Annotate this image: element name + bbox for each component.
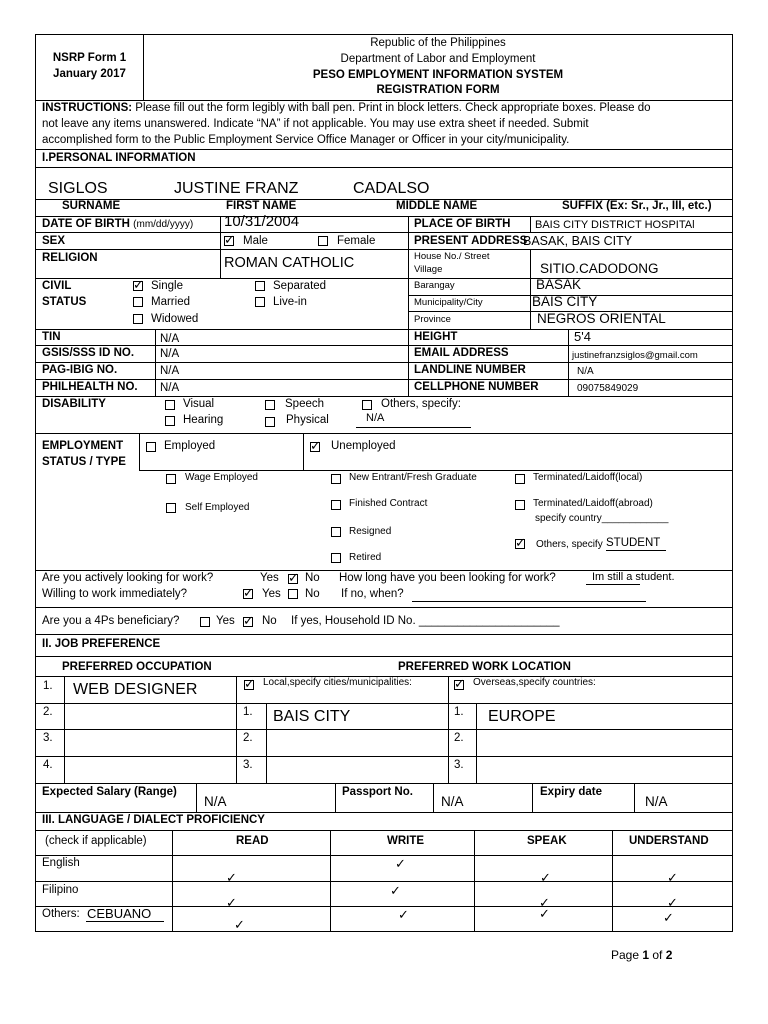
line: [35, 729, 733, 730]
others-understand-check-icon[interactable]: ✓: [663, 910, 674, 925]
english-read-check-icon[interactable]: ✓: [226, 870, 237, 885]
single-checkmark-icon: ✓: [133, 277, 144, 292]
self-checkbox[interactable]: [166, 503, 176, 513]
passport-label: Passport No.: [342, 786, 413, 798]
retired-checkbox[interactable]: [331, 553, 341, 563]
line: [139, 433, 140, 470]
dob-value[interactable]: 10/31/2004: [224, 213, 300, 230]
others-employment-underline: [606, 550, 666, 551]
resigned-checkbox[interactable]: [331, 527, 341, 537]
new-entrant-checkbox[interactable]: [331, 474, 341, 484]
visual-label: Visual: [183, 398, 215, 410]
term-abroad-checkbox[interactable]: [515, 500, 525, 510]
pagibig-label: PAG-IBIG NO.: [42, 364, 118, 376]
disability-others-checkbox[interactable]: [362, 400, 372, 410]
height-value[interactable]: 5'4: [574, 329, 591, 344]
line: [35, 345, 733, 346]
line: [35, 149, 733, 150]
disability-label: DISABILITY: [42, 398, 106, 410]
others-speak-check-icon[interactable]: ✓: [539, 906, 550, 921]
looking-checkmark-icon: ✓: [288, 570, 299, 585]
disability-other-underline: [356, 427, 471, 428]
page-current: 1: [642, 948, 650, 962]
wage-label: Wage Employed: [185, 472, 258, 483]
q-how-long-label: How long have you been looking for work?: [339, 572, 556, 584]
finished-checkbox[interactable]: [331, 500, 341, 510]
hearing-label: Hearing: [183, 414, 224, 426]
barangay-value[interactable]: BASAK: [536, 277, 582, 292]
line: [35, 756, 733, 757]
line: [220, 216, 221, 278]
salary-value[interactable]: N/A: [204, 794, 227, 809]
first-name-value[interactable]: JUSTINE FRANZ: [174, 180, 299, 197]
married-label: Married: [151, 296, 190, 308]
header-bottom-line: [35, 100, 733, 101]
self-label: Self Employed: [185, 502, 250, 513]
overseas-num-1: 1.: [454, 706, 464, 718]
local-num-1: 1.: [243, 706, 253, 718]
speech-label: Speech: [285, 398, 325, 410]
line: [476, 703, 477, 783]
line: [35, 607, 733, 608]
check-applicable-label: (check if applicable): [45, 835, 147, 847]
address-value[interactable]: BASAK, BAIS CITY: [523, 234, 633, 248]
single-label: Single: [151, 280, 183, 292]
instructions-label: INSTRUCTIONS:: [42, 102, 133, 114]
middle-name-label: MIDDLE NAME: [396, 200, 478, 212]
dob-label-group: [42, 218, 193, 230]
expiry-value[interactable]: N/A: [645, 794, 668, 809]
filipino-speak-check-icon[interactable]: ✓: [539, 895, 550, 910]
speech-checkbox[interactable]: [265, 400, 275, 410]
line: [408, 232, 733, 233]
line: [266, 703, 267, 783]
livein-label: Live-in: [273, 296, 307, 308]
overseas-num-2: 2.: [454, 732, 464, 744]
line: [196, 783, 197, 812]
gsis-value[interactable]: N/A: [160, 348, 180, 360]
q-4ps-label: Are you a 4Ps beneficiary?: [42, 615, 180, 627]
line: [303, 433, 304, 470]
line: [35, 362, 733, 363]
line: [35, 656, 733, 657]
q-if-no-label: If no, when?: [341, 588, 404, 600]
looking-yes-label: Yes: [260, 572, 279, 584]
suffix-label: SUFFIX (Ex: Sr., Jr., III, etc.): [562, 200, 712, 212]
instructions-line-2: not leave any items unanswered. Indicate “NA” if not applicable. You may use extra sheet if needed. Submit: [42, 118, 589, 130]
understand-header: UNDERSTAND: [629, 835, 709, 847]
willing-no-label: No: [305, 588, 320, 600]
resigned-label: Resigned: [349, 526, 392, 537]
salary-label: Expected Salary (Range): [42, 786, 177, 798]
height-label: HEIGHT: [414, 331, 458, 343]
line: [35, 167, 733, 168]
looking-no-label: No: [305, 572, 320, 584]
line: [35, 830, 733, 831]
surname-label: SURNAME: [62, 200, 121, 212]
province-label: Province: [414, 314, 451, 325]
line: [35, 232, 408, 233]
physical-label: Physical: [286, 414, 329, 426]
line: [35, 855, 733, 856]
civil-label-1: CIVIL: [42, 280, 72, 292]
others-employment-checkmark-icon: ✓: [515, 535, 526, 550]
willing-checkmark-icon: ✓: [243, 585, 254, 600]
livein-checkbox[interactable]: [255, 297, 265, 307]
occupation-num-1: 1.: [43, 680, 53, 692]
address-label: PRESENT ADDRESS: [414, 235, 528, 247]
header-line-3: PESO EMPLOYMENT INFORMATION SYSTEM: [312, 69, 564, 81]
philhealth-value[interactable]: N/A: [160, 382, 180, 394]
term-local-label: Terminated/Laidoff(local): [533, 472, 643, 483]
religion-value[interactable]: ROMAN CATHOLIC: [224, 255, 355, 271]
expiry-label: Expiry date: [540, 786, 602, 798]
physical-checkbox[interactable]: [265, 417, 275, 427]
overseas-checkmark-icon: ✓: [454, 676, 465, 691]
local-label: Local,specify cities/municipalities:: [263, 677, 412, 688]
q-household-label: If yes, Household ID No. ______________________: [291, 615, 560, 627]
filipino-label: Filipino: [42, 884, 79, 896]
english-speak-check-icon[interactable]: ✓: [540, 870, 551, 885]
line: [35, 703, 733, 704]
line: [35, 329, 733, 330]
form-date: January 2017: [53, 68, 126, 80]
others-write-check-icon[interactable]: ✓: [398, 907, 409, 922]
if-no-underline: [412, 601, 646, 602]
passport-value[interactable]: N/A: [441, 794, 464, 809]
others-employment-value[interactable]: STUDENT: [606, 537, 661, 549]
page-prefix: Page: [611, 948, 643, 962]
line: [408, 216, 409, 396]
first-name-label: FIRST NAME: [226, 200, 297, 212]
local-num-3: 3.: [243, 759, 253, 771]
willing-yes-label: Yes: [262, 588, 281, 600]
retired-label: Retired: [349, 552, 382, 563]
occupation-label: PREFERRED OCCUPATION: [62, 661, 212, 673]
4ps-checkmark-icon: ✓: [243, 613, 254, 628]
local-checkmark-icon: ✓: [244, 676, 255, 691]
finished-label: Finished Contract: [349, 498, 428, 509]
location-label: PREFERRED WORK LOCATION: [398, 661, 571, 673]
married-checkbox[interactable]: [133, 297, 143, 307]
others-employment-label: Others, specify: [536, 539, 603, 550]
local-1-value[interactable]: BAIS CITY: [273, 708, 351, 725]
line: [35, 783, 733, 784]
tin-value[interactable]: N/A: [160, 333, 180, 345]
q-willing-label: Willing to work immediately?: [42, 588, 188, 600]
header-line-2: Department of Labor and Employment: [340, 53, 536, 65]
speak-header: SPEAK: [527, 835, 567, 847]
others-language-underline: [86, 921, 164, 922]
filipino-read-check-icon[interactable]: ✓: [226, 895, 237, 910]
form-number: NSRP Form 1: [52, 52, 127, 64]
local-num-2: 2.: [243, 732, 253, 744]
religion-label: RELIGION: [42, 252, 98, 264]
new-entrant-label: New Entrant/Fresh Graduate: [349, 472, 477, 483]
visual-checkbox[interactable]: [165, 400, 175, 410]
cellphone-label: CELLPHONE NUMBER: [414, 381, 539, 393]
how-long-underline: [586, 584, 640, 585]
occupation-num-3: 3.: [43, 732, 53, 744]
line: [35, 216, 733, 217]
write-header: WRITE: [387, 835, 425, 847]
house-label-1: House No./ Street: [414, 251, 490, 262]
specify-country-label: specify country____________: [535, 513, 669, 524]
dob-label: DATE OF BIRTH: [42, 218, 130, 230]
overseas-1-value[interactable]: EUROPE: [488, 708, 556, 725]
separated-label: Separated: [273, 280, 327, 292]
instructions-text-1: Please fill out the form legibly with ball pen. Print in block letters. Check appropriate boxes. Please do: [132, 102, 651, 114]
line: [530, 249, 531, 329]
gsis-label: GSIS/SSS ID NO.: [42, 347, 135, 359]
separated-checkbox[interactable]: [255, 281, 265, 291]
term-local-checkbox[interactable]: [515, 474, 525, 484]
4ps-no-label: No: [262, 615, 277, 627]
header-line-1: Republic of the Philippines: [370, 37, 506, 49]
willing-no-checkbox[interactable]: [288, 589, 298, 599]
pagibig-value[interactable]: N/A: [160, 365, 180, 377]
occupation-num-2: 2.: [43, 706, 53, 718]
tin-label: TIN: [42, 331, 61, 343]
sex-label: SEX: [42, 235, 66, 247]
cellphone-value[interactable]: 09075849029: [577, 383, 639, 394]
philhealth-label: PHILHEALTH NO.: [42, 381, 138, 393]
male-label: Male: [243, 235, 268, 247]
others-language-value[interactable]: CEBUANO: [87, 906, 152, 921]
page-total: 2: [665, 948, 673, 962]
disability-other-value[interactable]: N/A: [366, 412, 385, 424]
line: [530, 216, 531, 232]
email-label: EMAIL ADDRESS: [414, 347, 509, 359]
pob-label: PLACE OF BIRTH: [414, 218, 511, 230]
instructions-line-1: [42, 102, 651, 114]
municipality-value[interactable]: BAIS CITY: [532, 294, 598, 309]
pob-value[interactable]: BAIS CITY DISTRICT HOSPITAl: [535, 219, 695, 231]
line: [35, 634, 733, 635]
landline-value[interactable]: N/A: [577, 366, 594, 377]
landline-label: LANDLINE NUMBER: [414, 364, 526, 376]
4ps-yes-label: Yes: [216, 615, 235, 627]
line: [139, 470, 733, 471]
barangay-label: Barangay: [414, 280, 455, 291]
line: [35, 249, 733, 250]
filipino-understand-check-icon[interactable]: ✓: [667, 895, 678, 910]
section-personal-title: I.PERSONAL INFORMATION: [42, 152, 196, 164]
wage-checkbox[interactable]: [166, 474, 176, 484]
employed-checkbox[interactable]: [146, 442, 156, 452]
others-language-label: Others:: [42, 908, 80, 920]
municipality-label: Municipality/City: [414, 297, 483, 308]
term-abroad-label: Terminated/Laidoff(abroad): [533, 498, 653, 509]
occupation-1-value[interactable]: WEB DESIGNER: [73, 681, 198, 698]
q-looking-label: Are you actively looking for work?: [42, 572, 214, 584]
overseas-label: Overseas,specify countries:: [473, 677, 596, 688]
house-label-2: Village: [414, 264, 443, 275]
page-number: [611, 948, 672, 962]
english-label: English: [42, 857, 80, 869]
civil-label-2: STATUS: [42, 296, 87, 308]
4ps-yes-checkbox[interactable]: [200, 617, 210, 627]
section-job-title: II. JOB PREFERENCE: [42, 638, 161, 650]
male-checkmark-icon: ✓: [224, 232, 235, 247]
email-value[interactable]: justinefranzsiglos@gmail.com: [572, 350, 698, 361]
how-long-value[interactable]: Im still a student.: [592, 571, 675, 583]
widowed-checkbox[interactable]: [133, 314, 143, 324]
others-read-check-icon[interactable]: ✓: [234, 917, 245, 932]
filipino-write-check-icon[interactable]: ✓: [390, 883, 401, 898]
overseas-num-3: 3.: [454, 759, 464, 771]
instructions-line-3: accomplished form to the Public Employment Service Office Manager or Officer in your city/municipality.: [42, 134, 570, 146]
unemployed-label: Unemployed: [331, 440, 396, 452]
village-value[interactable]: SITIO.CADODONG: [540, 261, 659, 276]
province-value[interactable]: NEGROS ORIENTAL: [537, 311, 666, 326]
surname-value[interactable]: SIGLOS: [48, 180, 108, 197]
line: [35, 881, 733, 882]
employment-label-1: EMPLOYMENT: [42, 440, 124, 452]
line: [634, 783, 635, 812]
page-of: of: [649, 948, 666, 962]
english-understand-check-icon[interactable]: ✓: [667, 870, 678, 885]
line: [433, 783, 434, 812]
hearing-checkbox[interactable]: [165, 416, 175, 426]
line: [335, 783, 336, 812]
dob-hint: (mm/dd/yyyy): [133, 219, 194, 230]
middle-name-value[interactable]: CADALSO: [353, 180, 430, 197]
english-write-check-icon[interactable]: ✓: [395, 856, 406, 871]
line: [35, 278, 408, 279]
section-language-title: III. LANGUAGE / DIALECT PROFICIENCY: [42, 814, 265, 826]
header-line-4: REGISTRATION FORM: [376, 84, 500, 96]
widowed-label: Widowed: [151, 313, 199, 325]
female-checkbox[interactable]: [318, 236, 328, 246]
employment-label-2: STATUS / TYPE: [42, 456, 126, 468]
female-label: Female: [337, 235, 376, 247]
disability-others-label: Others, specify:: [381, 398, 461, 410]
read-header: READ: [236, 835, 269, 847]
line: [35, 379, 733, 380]
line: [35, 396, 733, 397]
employed-label: Employed: [164, 440, 216, 452]
unemployed-checkmark-icon: ✓: [310, 438, 321, 453]
occupation-num-4: 4.: [43, 759, 53, 771]
line: [532, 783, 533, 812]
line: [35, 812, 733, 813]
